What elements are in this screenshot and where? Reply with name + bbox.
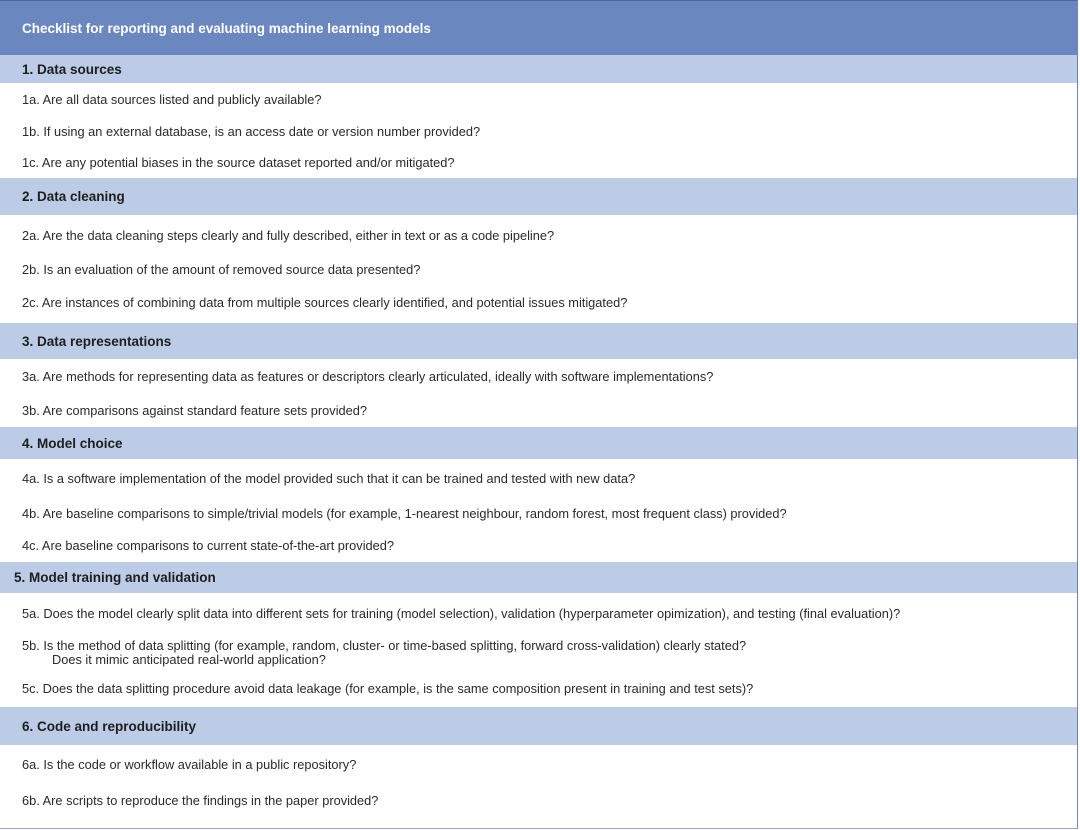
- checklist-item-1b: 1b. If using an external database, is an access date or version number provided?: [22, 123, 481, 139]
- checklist-item-3b: 3b. Are comparisons against standard feature sets provided?: [22, 403, 368, 418]
- checklist-item-6b: 6b. Are scripts to reproduce the findings in the paper provided?: [22, 793, 379, 808]
- checklist-item-3a: 3a. Are methods for representing data as features or descriptors clearly articulated, ideally with software implementations?: [22, 369, 714, 384]
- checklist-item-1a: 1a. Are all data sources listed and publicly available?: [22, 91, 322, 107]
- checklist-item-2a: 2a. Are the data cleaning steps clearly and fully described, either in text or as a code pipeline?: [22, 228, 555, 243]
- checklist-item-5b-line1: 5b. Is the method of data splitting (for example, random, cluster- or time-based splitting, forward cross-validation) clearly stated?: [22, 638, 747, 653]
- section-header-data-sources: 1. Data sources: [0, 55, 1077, 83]
- section-header-model-training-and-validation: 5. Model training and validation: [0, 562, 1077, 593]
- checklist-item-2b: 2b. Is an evaluation of the amount of removed source data presented?: [22, 262, 421, 277]
- checklist-item-2c: 2c. Are instances of combining data from multiple sources clearly identified, and potential issues mitigated?: [22, 295, 628, 310]
- checklist-item-4c: 4c. Are baseline comparisons to current state-of-the-art provided?: [22, 537, 395, 553]
- table-title: Checklist for reporting and evaluating machine learning models: [0, 0, 1077, 55]
- checklist-item-4b: 4b. Are baseline comparisons to simple/trivial models (for example, 1-nearest neighbour, random forest, most frequent class) provided?: [22, 506, 787, 521]
- checklist-item-5c: 5c. Does the data splitting procedure avoid data leakage (for example, is the same composition present in training and test sets)?: [22, 681, 754, 696]
- checklist-item-1c: 1c. Are any potential biases in the source dataset reported and/or mitigated?: [22, 154, 455, 170]
- section-header-data-representations: 3. Data representations: [0, 323, 1077, 359]
- checklist-item-6a: 6a. Is the code or workflow available in a public repository?: [22, 757, 357, 772]
- checklist-item-4a: 4a. Is a software implementation of the model provided such that it can be trained and tested with new data?: [22, 471, 636, 486]
- section-header-data-cleaning: 2. Data cleaning: [0, 178, 1077, 215]
- checklist-item-5b: [0, 635, 1077, 671]
- section-header-model-choice: 4. Model choice: [0, 427, 1077, 459]
- checklist-item-5b-line2: Does it mimic anticipated real-world application?: [52, 652, 326, 667]
- section-header-code-and-reproducibility: 6. Code and reproducibility: [0, 707, 1077, 745]
- checklist-item-5a: 5a. Does the model clearly split data into different sets for training (model selection), validation (hyperparameter opimization), and testing (final evaluation)?: [22, 606, 901, 621]
